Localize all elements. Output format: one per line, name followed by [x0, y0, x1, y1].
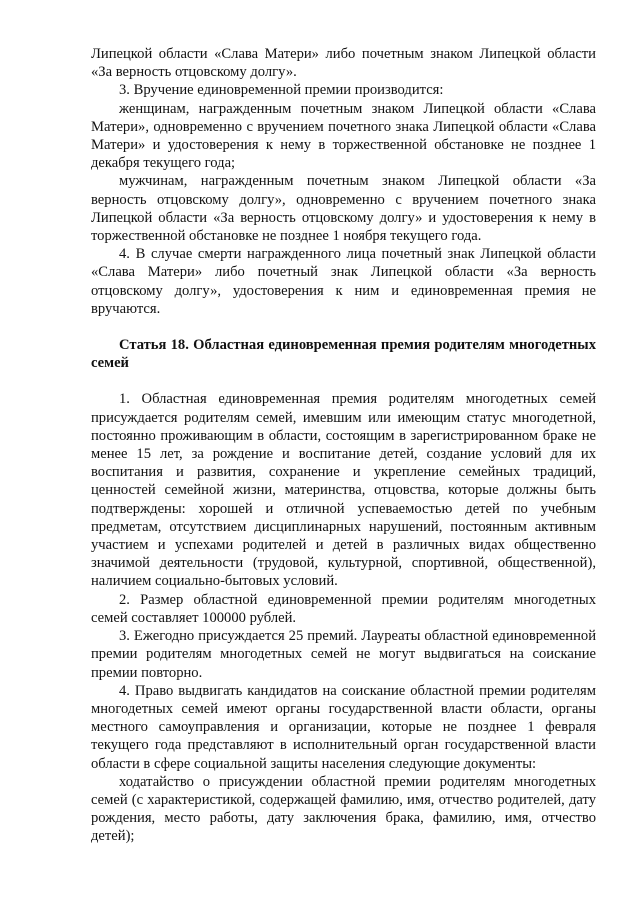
- paragraph-women-award: женщинам, награжденным почетным знаком Липецкой области «Слава Матери», одновременно с вручением почетного знака Липецкой области «Слава Матери» и удостоверения к нему в торжественной обстановке не позднее 1 декабря текущего года;: [91, 100, 596, 172]
- article-heading: Статья 18. Областная единовременная премия родителям многодетных семей: [91, 337, 596, 372]
- paragraph-men-award: мужчинам, награжденным почетным знаком Липецкой области «За верность отцовскому долгу», одновременно с вручением почетного знака Липецкой области «За верность отцовскому долгу» и удостоверения к нему в торжественной обстановке не позднее 1 ноября текущего года.: [91, 173, 596, 245]
- paragraph-item-4: 4. В случае смерти награжденного лица почетный знак Липецкой области «Слава Матери» либо почетный знак Липецкой области «За верность отцовскому долгу», удостоверения к ним и единовременная премия не вручаются.: [91, 246, 596, 317]
- paragraph-item-3: 3. Вручение единовременной премии производится:: [119, 82, 444, 99]
- paragraph-article-item-2: 2. Размер областной единовременной премии родителям многодетных семей составляет 100000 рублей.: [91, 591, 596, 626]
- paragraph-petition: ходатайство о присуждении областной премии родителям многодетных семей (с характеристикой, содержащей фамилию, имя, отчество родителей, дату рождения, место работы, дату заключения брака, фамилию, имя, отчество детей);: [91, 773, 596, 845]
- paragraph-article-item-4: 4. Право выдвигать кандидатов на соискание областной премии родителям многодетных семей имеют органы государственной власти области, органы местного самоуправления и организации, которые не позднее 1 февраля текущего года представляют в исполнительный орган государственной власти области в сфере социальной защиты населения следующие документы:: [91, 682, 596, 772]
- paragraph-continuation: Липецкой области «Слава Матери» либо почетным знаком Липецкой области «За верность отцовскому долгу».: [91, 46, 596, 81]
- paragraph-article-item-3: 3. Ежегодно присуждается 25 премий. Лауреаты областной единовременной премии родителям многодетных семей не могут выдвигаться на соискание премии повторно.: [91, 628, 596, 681]
- document-page: [91, 45, 596, 846]
- paragraph-article-item-1: 1. Областная единовременная премия родителям многодетных семей присуждается родителям семей, имевшим или имеющим статус многодетной, постоянно проживающим в области, состоящим в зарегистрированном браке не менее 15 лет, за рождение и воспитание детей, создание условий для их воспитания и развития, сохранение и укрепление семейных традиций, ценностей семейной жизни, материнства, отцовства, которые должны быть подтверждены: хорошей и отличной успеваемостью детей по учебным предметам, отсутствием дисциплинарных нарушений, постоянным активным участием и успехами родителей и детей в различных видах общественно значимой деятельности (трудовой, культурной, спортивной, общественной), наличием социально-бытовых условий.: [91, 391, 596, 590]
